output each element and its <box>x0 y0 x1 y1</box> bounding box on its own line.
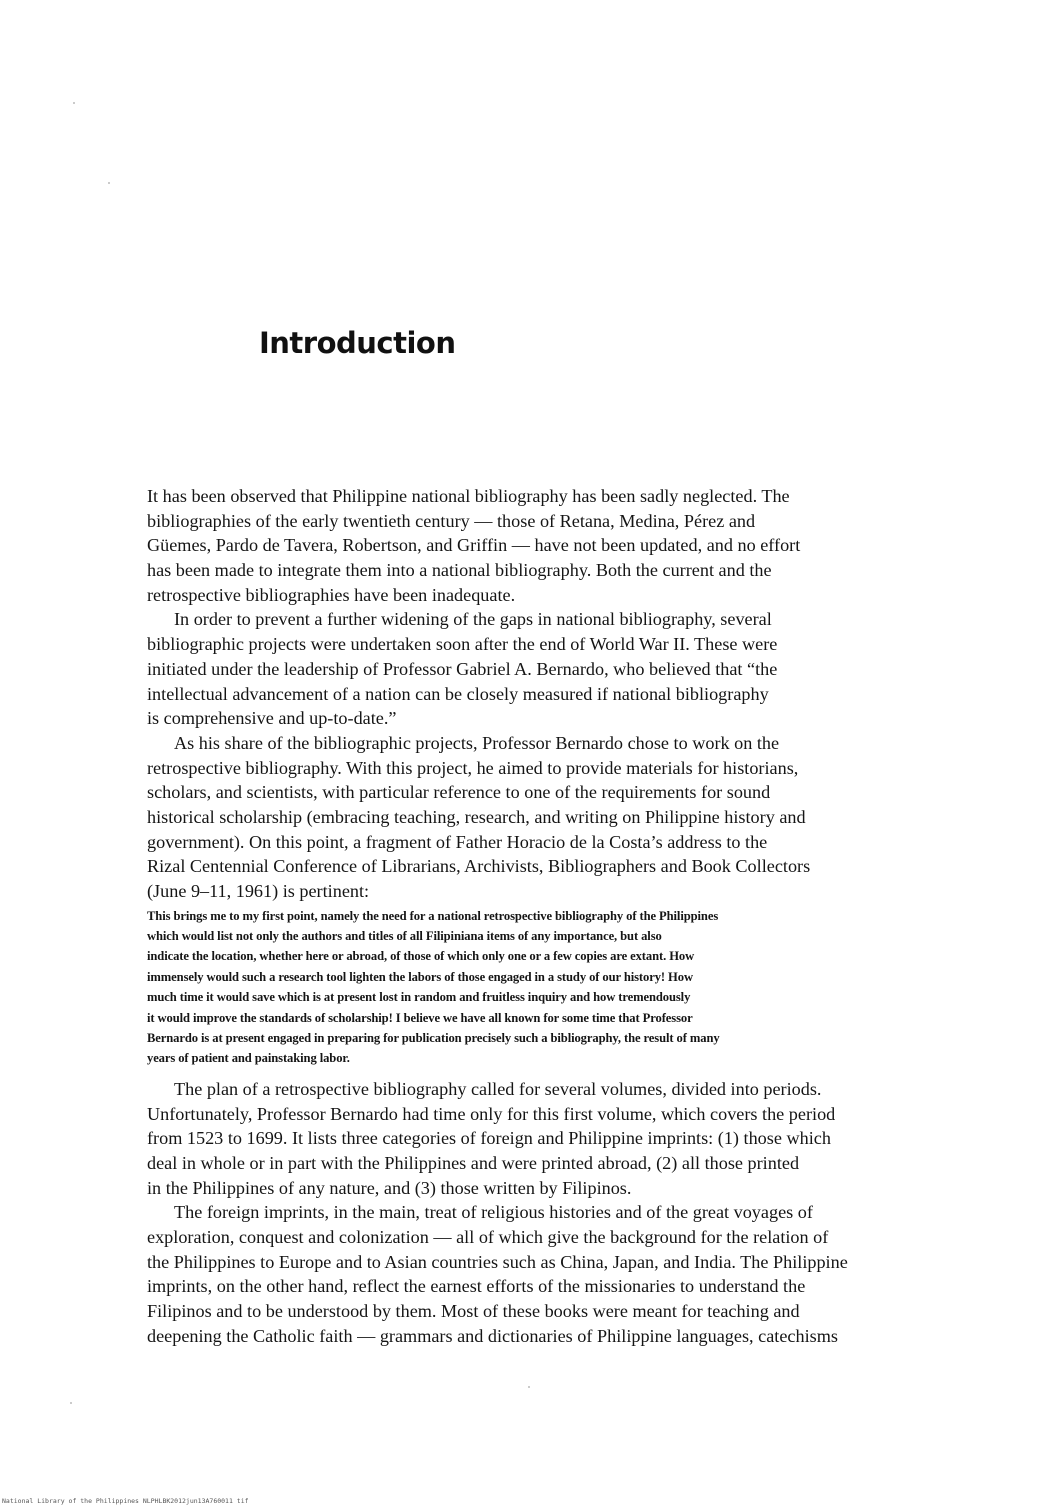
text-line: imprints, on the other hand, reflect the earnest efforts of the missionaries to understand the <box>147 1276 806 1297</box>
text-line: deepening the Catholic faith — grammars and dictionaries of Philippine languages, catechisms <box>147 1325 838 1346</box>
text-line: intellectual advancement of a nation can be closely measured if national bibliography <box>147 683 769 704</box>
text-line: The foreign imprints, in the main, treat of religious histories and of the great voyages of <box>174 1202 813 1223</box>
text-line: Unfortunately, Professor Bernardo had time only for this first volume, which covers the period <box>147 1103 836 1124</box>
text-line: government). On this point, a fragment of Father Horacio de la Costa’s address to the <box>147 831 768 852</box>
quote-line: which would list not only the authors and titles of all Filipiniana items of any importance, but also <box>147 929 662 944</box>
text-line: (June 9–11, 1961) is pertinent: <box>147 881 370 901</box>
text-line: deal in whole or in part with the Philippines and were printed abroad, (2) all those printed <box>147 1152 800 1173</box>
text-line: It has been observed that Philippine national bibliography has been sadly neglected. The <box>147 486 790 506</box>
quote-line: Bernardo is at present engaged in preparing for publication precisely such a bibliography, the result of many <box>147 1031 720 1046</box>
text-line: Rizal Centennial Conference of Librarians, Archivists, Bibliographers and Book Collectors <box>147 856 811 877</box>
text-line: In order to prevent a further widening of the gaps in national bibliography, several <box>174 609 772 630</box>
text-line: the Philippines to Europe and to Asian countries such as China, Japan, and India. The Philippine <box>147 1251 848 1272</box>
paragraph-4 <box>147 1077 967 1200</box>
paragraph-1 <box>147 484 967 607</box>
text-line: from 1523 to 1699. It lists three categories of foreign and Philippine imprints: (1) those which <box>147 1128 831 1149</box>
text-line: has been made to integrate them into a national bibliography. Both the current and the <box>147 560 772 581</box>
quote-line: years of patient and painstaking labor. <box>147 1051 350 1066</box>
text-line: is comprehensive and up-to-date.” <box>147 708 397 729</box>
page-title: Introduction <box>259 326 456 360</box>
text-line: bibliographic projects were undertaken soon after the end of World War II. These were <box>147 634 778 655</box>
scan-speck <box>528 1386 530 1388</box>
scan-footer: National Library of the Philippines NLPHLBK2012jun13A760011 tif <box>2 1497 249 1505</box>
text-line: retrospective bibliographies have been inadequate. <box>147 584 516 605</box>
introduction-body <box>147 484 967 1348</box>
quote-line: This brings me to my first point, namely the need for a national retrospective bibliography of the Philippines <box>147 908 719 923</box>
quote-line: it would improve the standards of scholarship! I believe we have all known for some time that Professor <box>147 1010 693 1025</box>
text-line: As his share of the bibliographic projects, Professor Bernardo chose to work on the <box>174 732 780 753</box>
text-line: in the Philippines of any nature, and (3) those written by Filipinos. <box>147 1177 632 1198</box>
paragraph-5 <box>147 1200 967 1348</box>
text-line: exploration, conquest and colonization — all of which give the background for the relation of <box>147 1226 829 1247</box>
paragraph-3 <box>147 731 967 904</box>
scan-speck <box>108 182 110 184</box>
paragraph-2 <box>147 607 967 730</box>
scan-speck <box>73 102 75 104</box>
text-line: scholars, and scientists, with particular reference to one of the requirements for sound <box>147 782 771 803</box>
text-line: retrospective bibliography. With this project, he aimed to provide materials for historians, <box>147 757 799 778</box>
text-line: The plan of a retrospective bibliography called for several volumes, divided into periods. <box>174 1078 822 1099</box>
text-line: Güemes, Pardo de Tavera, Robertson, and Griffin — have not been updated, and no effort <box>147 535 801 556</box>
text-line: Filipinos and to be understood by them. Most of these books were meant for teaching and <box>147 1301 800 1321</box>
block-quote <box>147 906 967 1069</box>
text-line: bibliographies of the early twentieth century — those of Retana, Medina, Pérez and <box>147 510 756 531</box>
quote-line: immensely would such a research tool lighten the labors of those engaged in a study of our history! How <box>147 969 693 984</box>
scan-speck <box>70 1402 72 1404</box>
quote-line: much time it would save which is at present lost in random and fruitless inquiry and how tremendously <box>147 990 691 1005</box>
text-line: initiated under the leadership of Professor Gabriel A. Bernardo, who believed that “the <box>147 658 778 679</box>
text-line: historical scholarship (embracing teaching, research, and writing on Philippine history and <box>147 806 806 827</box>
quote-line: indicate the location, whether here or abroad, of those of which only one or a few copies are extant. How <box>147 949 695 964</box>
